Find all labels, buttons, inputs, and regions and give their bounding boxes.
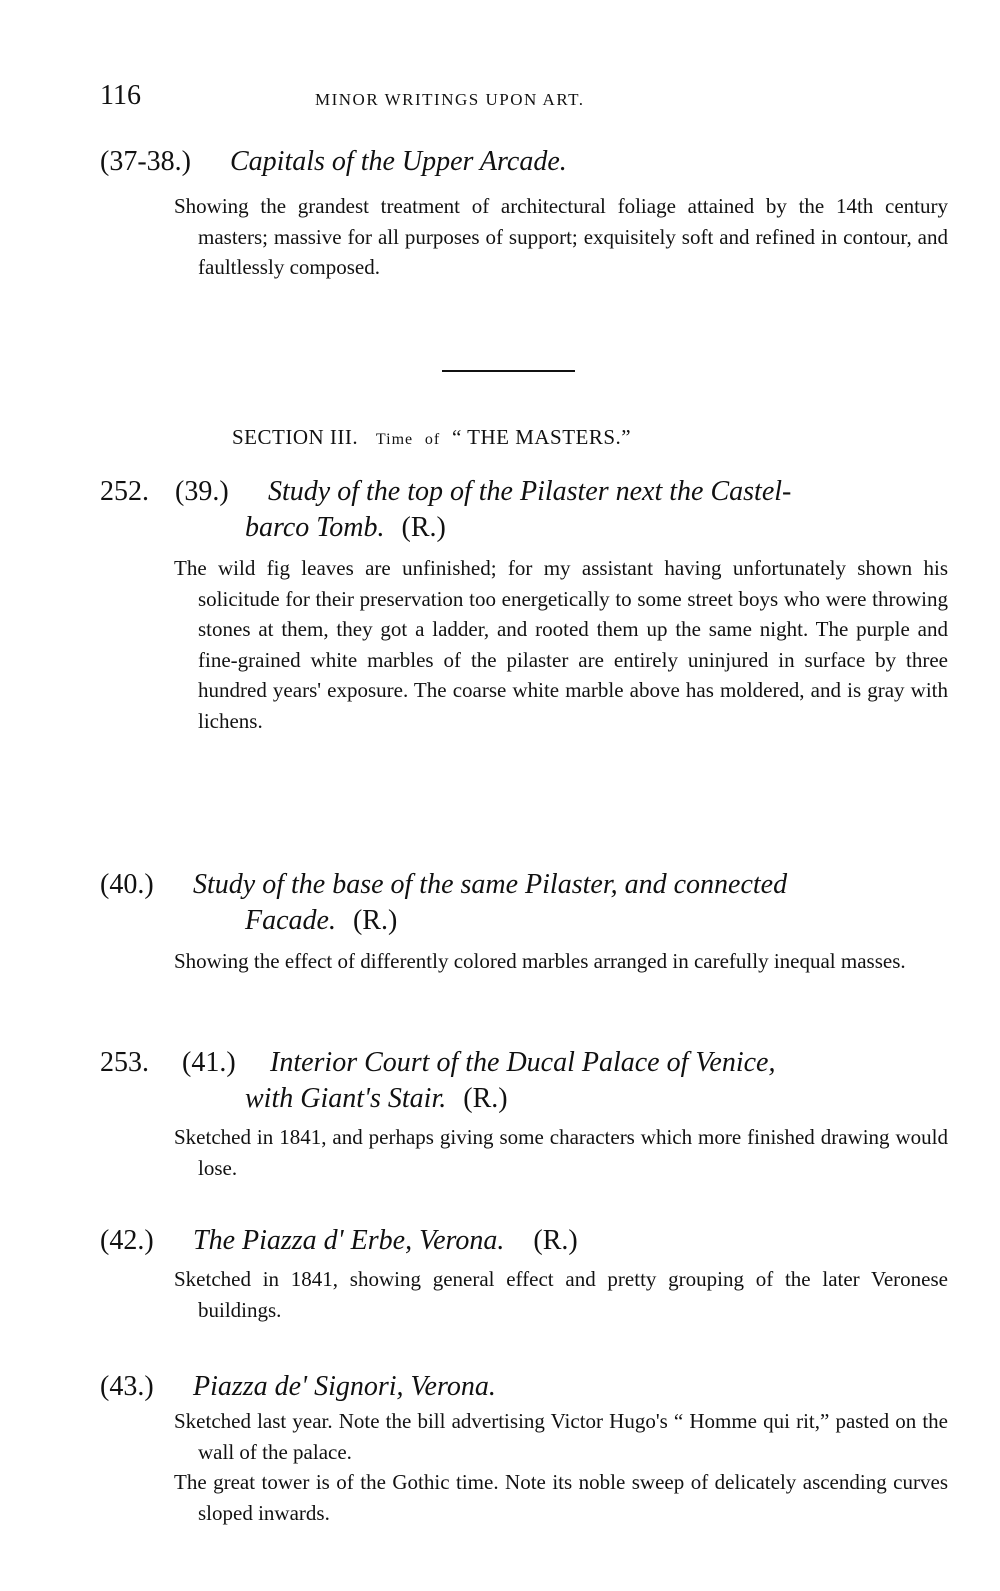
entry-heading [100, 145, 930, 187]
section-masters: “ THE MASTERS.” [451, 425, 632, 449]
entry-number: 253. [100, 1047, 149, 1078]
running-title: MINOR WRITINGS UPON ART. [315, 90, 585, 109]
entry-description-continued: The great tower is of the Gothic time. Note its noble sweep of delicately ascending curves sloped inwards. [174, 1470, 948, 1525]
entry-title-line-2 [245, 511, 446, 545]
entry-heading [100, 1370, 930, 1406]
entry-title: Piazza de' Signori, Verona. [193, 1371, 496, 1402]
running-head [100, 80, 930, 120]
section-heading [232, 425, 631, 450]
section-divider [442, 370, 575, 372]
page-number: 116 [100, 80, 141, 111]
entry-number: 252. [100, 476, 149, 507]
entry-heading [100, 1224, 930, 1264]
entry-credit: (R.) [463, 1083, 508, 1114]
entry-title-line-2 [245, 1082, 508, 1116]
entry-title: barco Tomb. [245, 512, 385, 543]
section-time-word: Time [375, 431, 414, 448]
section-of-word: of [424, 431, 441, 448]
entry-title-line-1: Study of the top of the Pilaster next the Castel- [268, 476, 792, 507]
entry-title: with Giant's Stair. [245, 1083, 447, 1114]
entry-catalogue-number: (37-38.) [100, 146, 191, 177]
entry-heading [100, 868, 930, 944]
entry-heading [100, 475, 930, 551]
entry-catalogue-number: (42.) [100, 1225, 154, 1256]
entry-title: Facade. [245, 905, 336, 936]
catalogue-entry-41 [100, 1046, 948, 1183]
entry-catalogue-number: (40.) [100, 869, 154, 900]
entry-credit: (R.) [401, 512, 446, 543]
entry-title-line-2 [245, 904, 397, 938]
entry-description: Sketched in 1841, showing general effect and pretty grouping of the later Veronese buildings. [174, 1267, 948, 1322]
entry-heading [100, 1046, 930, 1122]
entry-description: The wild fig leaves are unfinished; for my assistant having unfortunately shown his solicitude for their preservation too energetically to some street boys who were throwing stones at them, they got a ladder, and rooted them up the same night. The purple and fine-grained white marbles of the pilaster are entirely uninjured in surface by three hundred years' exposure. The coarse white marble above has moldered, and is gray with lichens. [174, 556, 948, 733]
catalogue-entry-42 [100, 1224, 948, 1325]
section-label: SECTION III. [232, 425, 359, 449]
catalogue-entry-43 [100, 1370, 948, 1528]
entry-title-line-1: Interior Court of the Ducal Palace of Venice, [270, 1047, 776, 1078]
entry-description: Showing the effect of differently colored marbles arranged in carefully inequal masses. [174, 949, 906, 973]
catalogue-entry-39 [100, 475, 948, 736]
entry-catalogue-number: (39.) [175, 476, 229, 507]
entry-title-line-1: Study of the base of the same Pilaster, and connected [193, 869, 788, 900]
entry-catalogue-number: (43.) [100, 1371, 154, 1402]
entry-description: Showing the grandest treatment of architectural foliage attained by the 14th century masters; massive for all purposes of support; exquisitely soft and refined in contour, and faultlessly composed. [174, 194, 948, 279]
entry-credit: (R.) [533, 1225, 578, 1256]
entry-title-line [193, 1224, 578, 1258]
entry-title: Capitals of the Upper Arcade. [230, 146, 567, 177]
catalogue-entry-40 [100, 868, 930, 977]
entry-title: The Piazza d' Erbe, Verona. [193, 1225, 505, 1256]
entry-description: Sketched in 1841, and perhaps giving some characters which more finished drawing would lose. [174, 1125, 948, 1180]
catalogue-entry-37-38 [100, 145, 948, 283]
entry-credit: (R.) [352, 905, 398, 936]
entry-catalogue-number: (41.) [182, 1047, 236, 1078]
entry-description: Sketched last year. Note the bill advertising Victor Hugo's “ Homme qui rit,” pasted on the wall of the palace. [174, 1409, 948, 1464]
